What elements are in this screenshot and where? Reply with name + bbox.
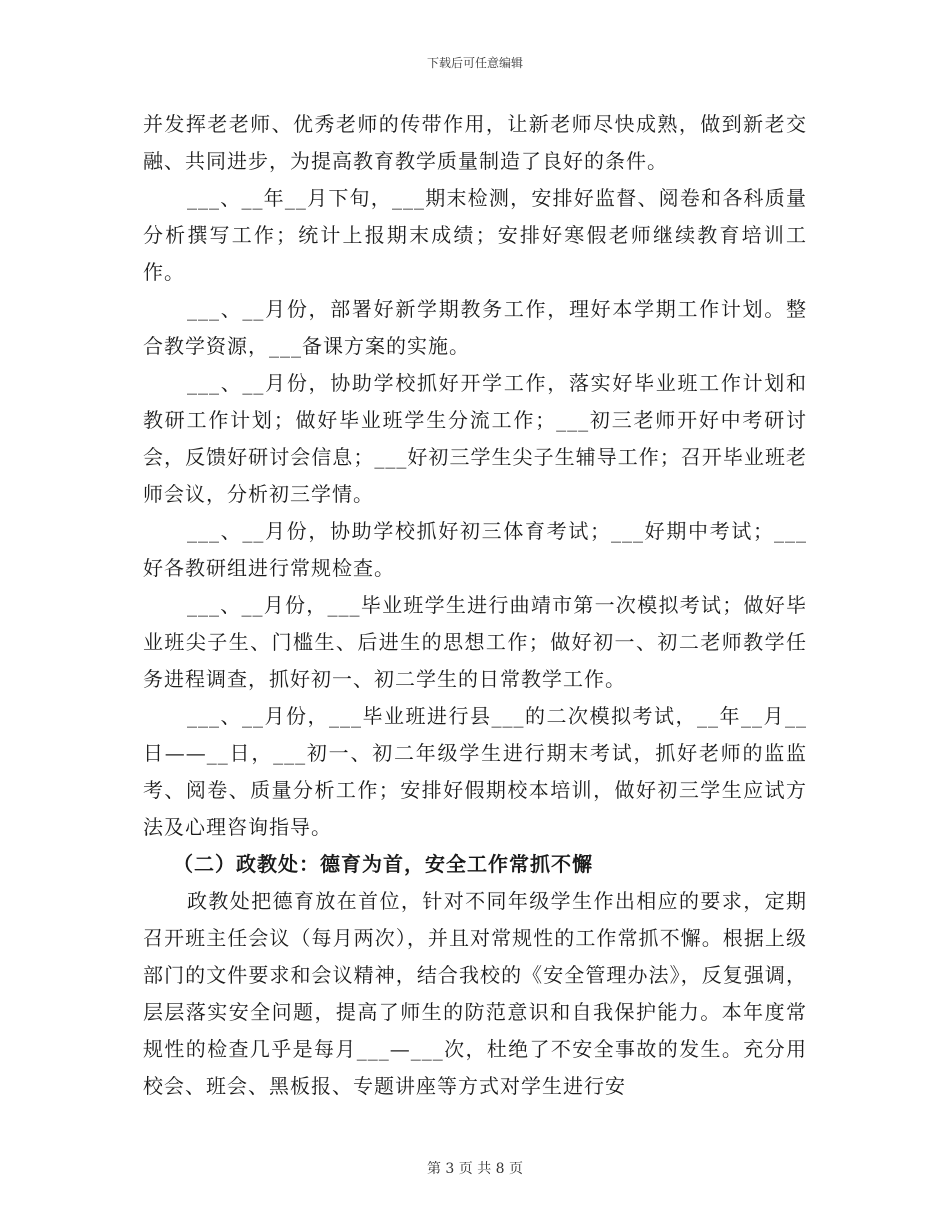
- paragraph-continuation: 并发挥老老师、优秀老师的传带作用，让新老师尽快成熟，做到新老交融、共同进步，为提高教育教学质量制造了良好的条件。: [143, 112, 807, 173]
- paragraph-item: ___、__月份，___毕业班学生进行曲靖市第一次模拟考试；做好毕业班尖子生、门槛生、后进生的思想工作；做好初一、初二老师教学任务进程调查，抓好初一、初二学生的日常教学工作。: [143, 593, 807, 691]
- section-heading: （二）政教处：德育为首，安全工作常抓不懈: [173, 852, 593, 876]
- page-header: 下载后可任意编辑: [426, 56, 523, 70]
- paragraph-item: ___、__月份，协助学校抓好初三体育考试；___好期中考试；___好各教研组进行常规检查。: [143, 519, 807, 580]
- paragraph-item: ___、__月份，协助学校抓好开学工作，落实好毕业班工作计划和教研工作计划；做好毕业班学生分流工作；___初三老师开好中考研讨会，反馈好研讨会信息；___好初三学生尖子生辅导工作；召开毕业班老师会议，分析初三学情。: [143, 371, 807, 506]
- page-footer: 第 3 页 共 8 页: [426, 1161, 524, 1177]
- paragraph-item: ___、__年__月下旬，___期末检测，安排好监督、阅卷和各科质量分析撰写工作；统计上报期末成绩；安排好寒假老师继续教育培训工作。: [143, 186, 807, 284]
- section-paragraph: 政教处把德育放在首位，针对不同年级学生作出相应的要求，定期召开班主任会议（每月两次），并且对常规性的工作常抓不懈。根据上级部门的文件要求和会议精神，结合我校的《安全管理办法》，反复强调，层层落实安全问题，提高了师生的防范意识和自我保护能力。本年度常规性的检查几乎是每月___—___次，杜绝了不安全事故的发生。充分用校会、班会、黑板报、专题讲座等方式对学生进行安: [143, 889, 807, 1098]
- paragraph-item: ___、__月份，___毕业班进行县___的二次模拟考试，__年__月__日——__日，___初一、初二年级学生进行期末考试，抓好老师的监监考、阅卷、质量分析工作；安排好假期校本培训，做好初三学生应试方法及心理咨询指导。: [143, 704, 807, 839]
- document-body: [143, 106, 807, 1105]
- paragraph-item: ___、__月份，部署好新学期教务工作，理好本学期工作计划。整合教学资源，___备课方案的实施。: [143, 297, 807, 358]
